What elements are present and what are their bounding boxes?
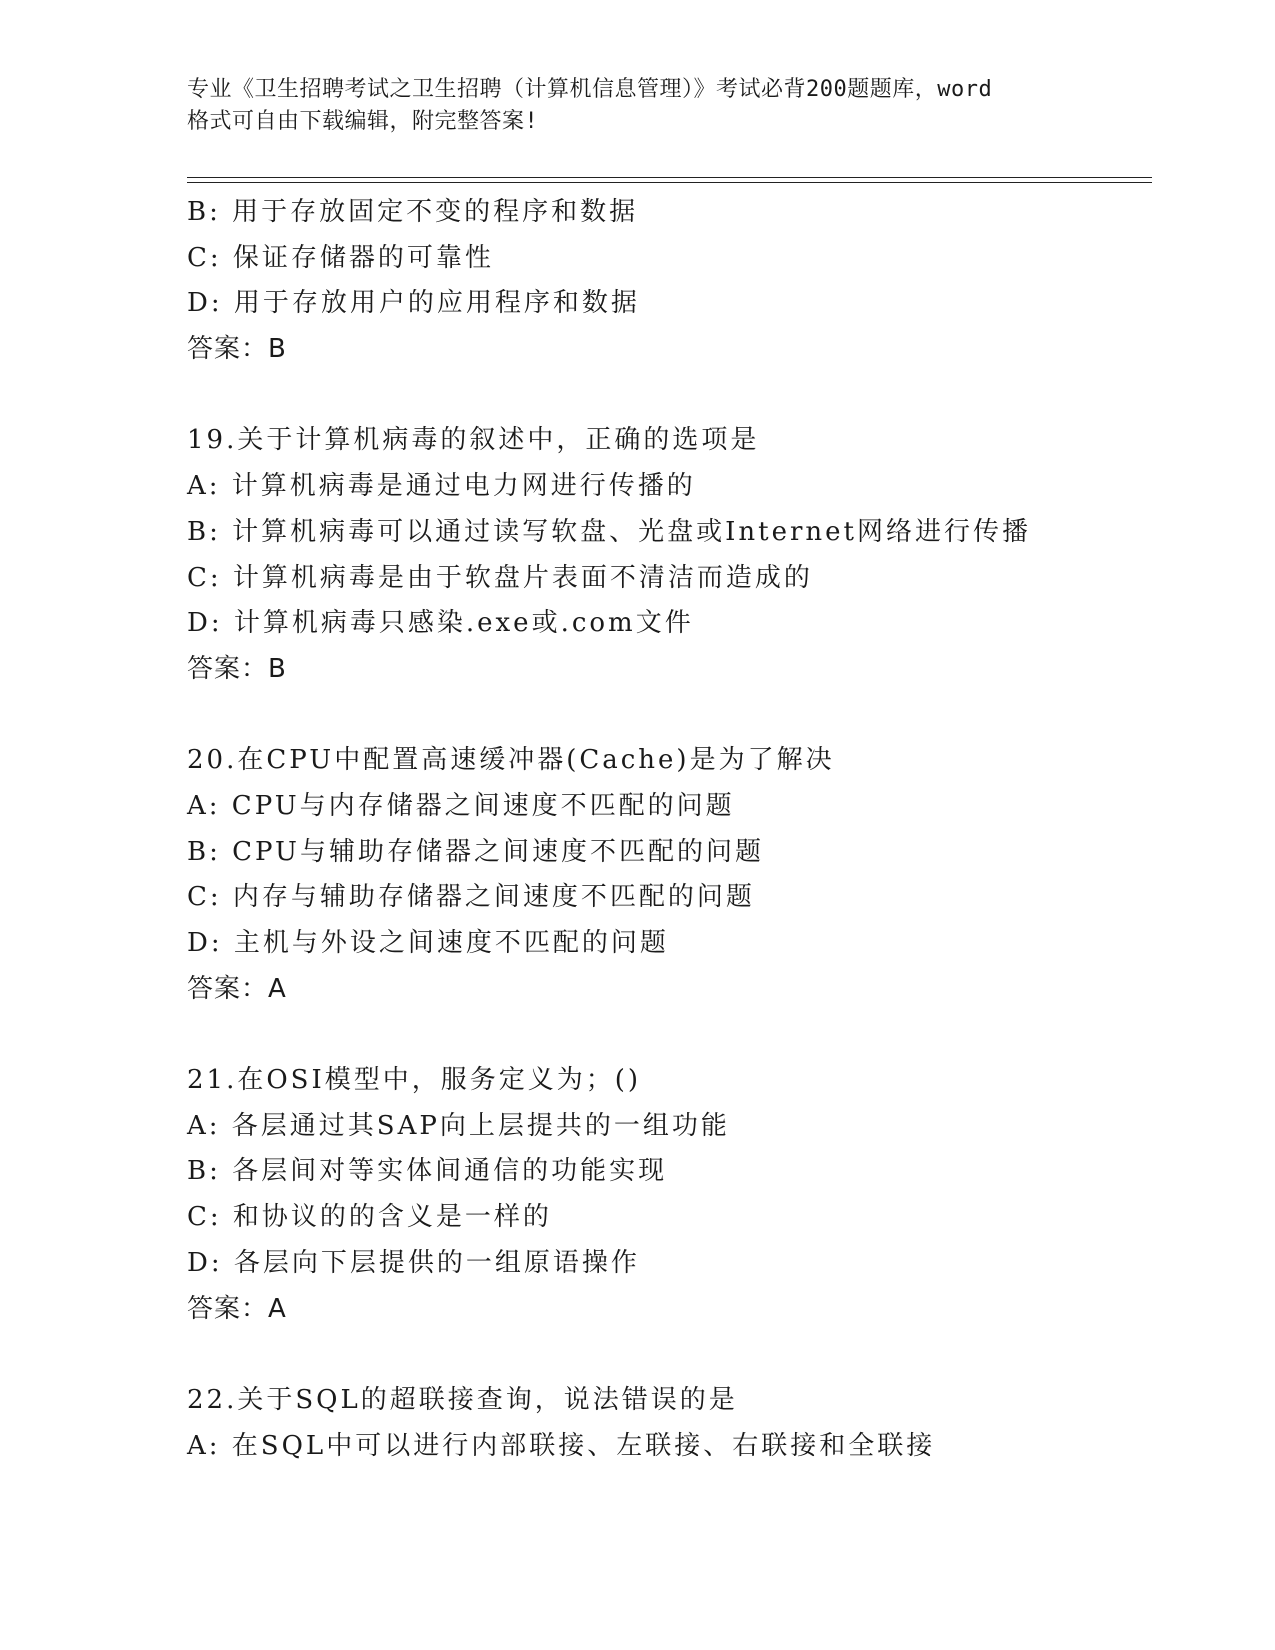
- spacer: [187, 1012, 1167, 1058]
- answer: 答案：A: [187, 1293, 287, 1324]
- option-c: C: 内存与辅助存储器之间速度不匹配的问题: [187, 882, 755, 913]
- question-block: [187, 418, 1167, 692]
- option-c: C: 计算机病毒是由于软盘片表面不清洁而造成的: [187, 562, 813, 593]
- option-a: A: 计算机病毒是通过电力网进行传播的: [187, 471, 696, 502]
- spacer: [187, 373, 1167, 419]
- answer: 答案：A: [187, 973, 287, 1004]
- option-b: B: 用于存放固定不变的程序和数据: [187, 197, 639, 227]
- spacer: [187, 1332, 1167, 1378]
- question-block: [187, 1378, 1167, 1469]
- question-block: [187, 1058, 1167, 1332]
- option-b: B: CPU与辅助存储器之间速度不匹配的问题: [187, 836, 764, 867]
- question-text: 22.关于SQL的超联接查询，说法错误的是: [187, 1384, 738, 1415]
- question-list: [187, 190, 1167, 1469]
- option-d: D: 各层向下层提供的一组原语操作: [187, 1247, 640, 1278]
- option-a: A: CPU与内存储器之间速度不匹配的问题: [187, 790, 735, 821]
- option-d: D: 用于存放用户的应用程序和数据: [187, 288, 640, 319]
- option-d: D: 计算机病毒只感染.exe或.com文件: [187, 608, 694, 639]
- option-a: A: 各层通过其SAP向上层提共的一组功能: [187, 1110, 730, 1141]
- document-header: [187, 74, 1087, 138]
- answer: 答案：B: [187, 653, 287, 684]
- question-block: [187, 190, 1167, 373]
- option-b: B: 各层间对等实体间通信的功能实现: [187, 1156, 668, 1187]
- header-line-1: 专业《卫生招聘考试之卫生招聘（计算机信息管理）》考试必背200题题库，word: [187, 77, 993, 102]
- option-d: D: 主机与外设之间速度不匹配的问题: [187, 928, 669, 958]
- header-divider-top: [187, 177, 1152, 178]
- question-block: [187, 738, 1167, 1012]
- answer: 答案：B: [187, 334, 287, 365]
- question-text: 19.关于计算机病毒的叙述中，正确的选项是: [187, 425, 760, 456]
- header-divider-bottom: [187, 182, 1152, 183]
- question-text: 21.在OSI模型中，服务定义为；(): [187, 1065, 642, 1096]
- spacer: [187, 693, 1167, 739]
- option-c: C: 和协议的的含义是一样的: [187, 1202, 552, 1233]
- question-text: 20.在CPU中配置高速缓冲器(Cache)是为了解决: [187, 745, 835, 776]
- option-b: B: 计算机病毒可以通过读写软盘、光盘或Internet网络进行传播: [187, 516, 1031, 547]
- header-line-2: 格式可自由下载编辑，附完整答案!: [187, 109, 539, 134]
- option-c: C: 保证存储器的可靠性: [187, 242, 494, 273]
- option-a: A: 在SQL中可以进行内部联接、左联接、右联接和全联接: [187, 1430, 936, 1461]
